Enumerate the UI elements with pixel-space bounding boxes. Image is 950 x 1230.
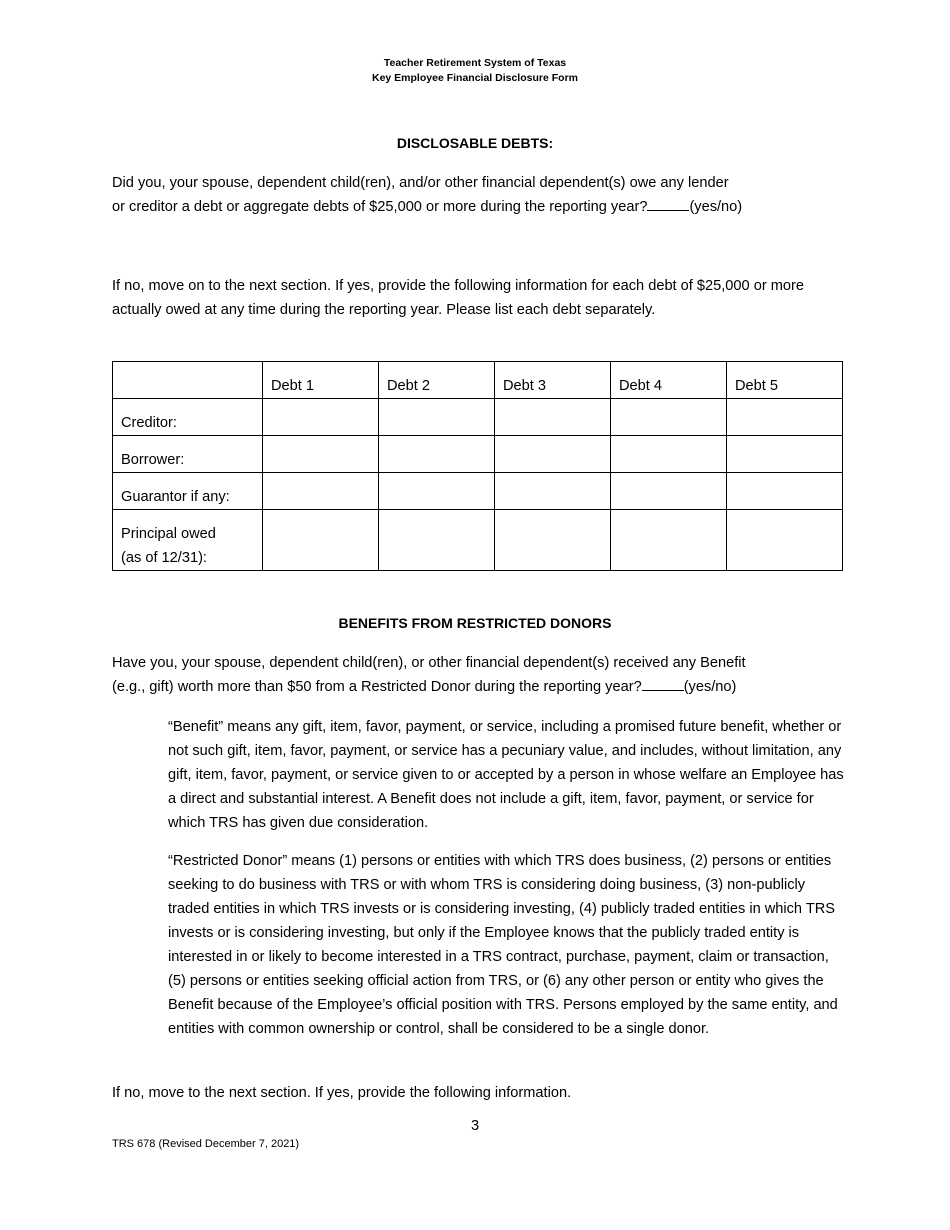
principal-label-line1: Principal owed	[121, 526, 216, 542]
row-label-principal	[113, 510, 263, 571]
page-number: 3	[470, 1118, 480, 1134]
debts-instructions: If no, move on to the next section. If yes, provide the following information for each debt of $25,000 or more actually owed at any time during the reporting year. Please list each debt separately.	[112, 278, 804, 318]
next-section-instruction: If no, move to the next section. If yes, provide the following information.	[112, 1085, 572, 1101]
debts-table	[112, 361, 843, 571]
table-row-borrower	[113, 436, 843, 473]
debts-question-line2: or creditor a debt or aggregate debts of $25,000 or more during the reporting year? (yes/no)	[112, 199, 743, 215]
row-label-creditor: Creditor:	[113, 399, 263, 436]
benefits-title: BENEFITS FROM RESTRICTED DONORS	[338, 615, 612, 631]
debts-question	[112, 171, 847, 219]
table-corner-cell	[113, 362, 263, 399]
column-header-debt-3: Debt 3	[495, 362, 611, 399]
column-header-debt-1: Debt 1	[263, 362, 379, 399]
debts-answer-hint: (yes/no)	[689, 199, 743, 215]
table-row-creditor	[113, 399, 843, 436]
column-header-debt-5: Debt 5	[727, 362, 843, 399]
guarantor-debt-1-field[interactable]	[263, 473, 379, 510]
principal-debt-1-field[interactable]	[263, 510, 379, 571]
table-row-principal	[113, 510, 843, 571]
benefits-answer-hint: (yes/no)	[683, 679, 737, 695]
creditor-debt-2-field[interactable]	[379, 399, 495, 436]
row-label-guarantor: Guarantor if any:	[113, 473, 263, 510]
row-label-borrower: Borrower:	[113, 436, 263, 473]
benefits-question-line2: (e.g., gift) worth more than $50 from a Restricted Donor during the reporting year? (yes/no)	[112, 679, 737, 695]
header-organization: Teacher Retirement System of Texas	[383, 57, 567, 69]
guarantor-debt-5-field[interactable]	[727, 473, 843, 510]
principal-debt-4-field[interactable]	[611, 510, 727, 571]
debts-answer-blank[interactable]	[647, 198, 689, 211]
debts-question-line1: Did you, your spouse, dependent child(ren), and/or other financial dependent(s) owe any lender	[112, 175, 729, 191]
guarantor-debt-2-field[interactable]	[379, 473, 495, 510]
creditor-debt-4-field[interactable]	[611, 399, 727, 436]
column-header-debt-4: Debt 4	[611, 362, 727, 399]
principal-debt-5-field[interactable]	[727, 510, 843, 571]
borrower-debt-4-field[interactable]	[611, 436, 727, 473]
benefits-question	[112, 651, 847, 699]
creditor-debt-3-field[interactable]	[495, 399, 611, 436]
benefits-answer-blank[interactable]	[642, 678, 684, 691]
borrower-debt-2-field[interactable]	[379, 436, 495, 473]
disclosable-debts-title: DISCLOSABLE DEBTS:	[396, 135, 554, 151]
guarantor-debt-3-field[interactable]	[495, 473, 611, 510]
principal-label-line2: (as of 12/31):	[121, 550, 207, 566]
benefits-question-line1: Have you, your spouse, dependent child(ren), or other financial dependent(s) received any Benefit	[112, 655, 746, 671]
table-row-guarantor	[113, 473, 843, 510]
borrower-debt-1-field[interactable]	[263, 436, 379, 473]
borrower-debt-3-field[interactable]	[495, 436, 611, 473]
benefit-definition: “Benefit” means any gift, item, favor, payment, or service, including a promised future benefit, whether or not such gift, item, favor, payment, or service has a pecuniary value, and includes, without limitation, any gift, item, favor, payment, or service given to or accepted by a person in whose welfare an Employee has a direct and substantial interest. A Benefit does not include a gift, item, favor, payment, or service for which TRS has given due consideration.	[168, 719, 844, 831]
creditor-debt-1-field[interactable]	[263, 399, 379, 436]
borrower-debt-5-field[interactable]	[727, 436, 843, 473]
restricted-donor-definition: “Restricted Donor” means (1) persons or entities with which TRS does business, (2) persons or entities seeking to do business with TRS or with whom TRS is considering doing business, (3) non-publicly traded entities in which TRS invests or is considering investing, (4) publicly traded entities in which TRS invests or is considering investing, but only if the Employee knows that the publicly traded entity is interested in or likely to become interested in a TRS contract, purchase, payment, claim or transaction, (5) persons or entities seeking official action from TRS, or (6) any other person or entity who gives the Benefit because of the Employee’s official position with TRS. Persons employed by the same entity, and entities with common ownership or control, shall be considered to be a single donor.	[168, 853, 838, 1037]
header-form-title: Key Employee Financial Disclosure Form	[372, 72, 578, 84]
creditor-debt-5-field[interactable]	[727, 399, 843, 436]
principal-debt-3-field[interactable]	[495, 510, 611, 571]
guarantor-debt-4-field[interactable]	[611, 473, 727, 510]
table-header-row	[113, 362, 843, 399]
principal-debt-2-field[interactable]	[379, 510, 495, 571]
column-header-debt-2: Debt 2	[379, 362, 495, 399]
form-revision-footer: TRS 678 (Revised December 7, 2021)	[112, 1138, 300, 1150]
form-header	[0, 56, 950, 86]
